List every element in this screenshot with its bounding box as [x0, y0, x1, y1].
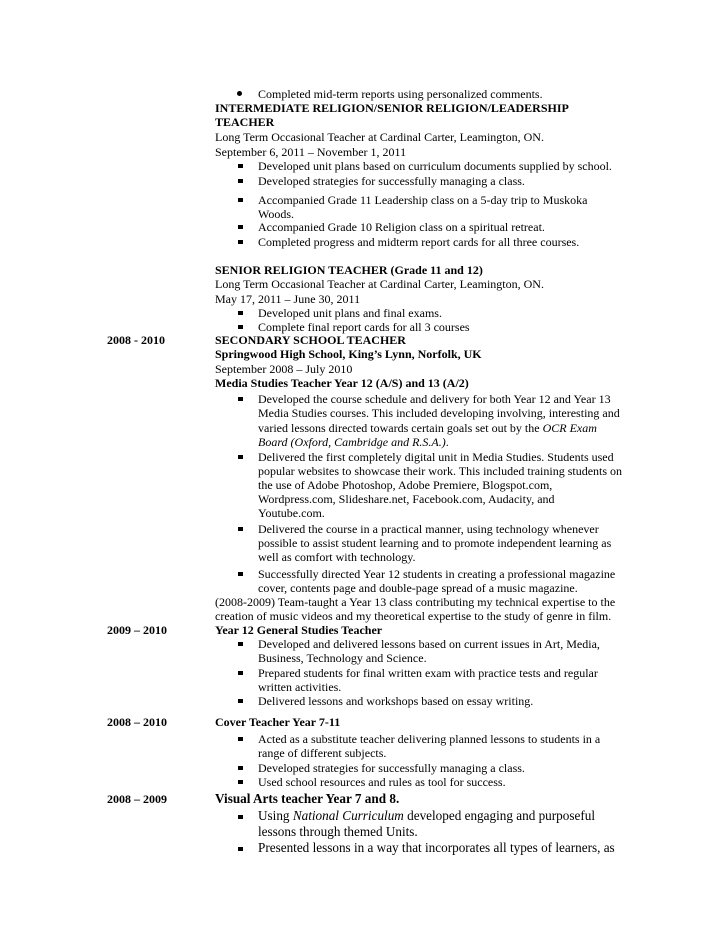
school-name: Springwood High School, King’s Lynn, Norfolk, UK: [215, 347, 482, 361]
bullet-text-continued: the use of Adobe Photoshop, Adobe Premiere, Blogspot.com,: [258, 478, 553, 492]
bullet-text: Developed unit plans and final exams.: [258, 306, 442, 320]
bullet-marker: [238, 666, 243, 680]
bullet-marker: [238, 320, 243, 334]
job-title: SENIOR RELIGION TEACHER (Grade 11 and 12): [215, 263, 483, 277]
bullet-text-continued: range of different subjects.: [258, 746, 387, 760]
bullet-text-continued: popular websites to showcase their work. This included training students on: [258, 464, 623, 478]
bullet-marker: [238, 306, 243, 320]
job-title: Visual Arts teacher Year 7 and 8.: [215, 791, 400, 806]
bullet-text: Accompanied Grade 10 Religion class on a spiritual retreat.: [258, 220, 545, 234]
bullet-text: Delivered the course in a practical manner, using technology whenever: [258, 522, 599, 536]
bullet-marker: [238, 810, 243, 824]
bullet-text-continued: Woods.: [258, 207, 295, 221]
bullet-text-continued: lessons through themed Units.: [258, 824, 418, 839]
bullet-text: Using National Curriculum developed engaging and purposeful: [258, 808, 595, 823]
bullet-text-continued: cover, contents page and double-page spread of a music magazine.: [258, 581, 578, 595]
job-title: SECONDARY SCHOOL TEACHER: [215, 333, 406, 347]
bullet-text-continued: varied lessons directed towards certain goals set out by the OCR Exam: [258, 421, 597, 435]
bullet-marker: [238, 522, 243, 536]
bullet-text-continued: well as comfort with technology.: [258, 550, 416, 564]
bullet-marker: [238, 567, 243, 581]
bullet-text: Accompanied Grade 11 Leadership class on a 5-day trip to Muskoka: [258, 193, 588, 207]
bullet-text: Complete final report cards for all 3 courses: [258, 320, 470, 334]
bullet-marker: [238, 174, 243, 188]
job-title: INTERMEDIATE RELIGION/SENIOR RELIGION/LEADERSHIP: [215, 101, 569, 115]
paragraph-line: creation of music videos and my theoretical expertise to the study of genre in film.: [215, 609, 612, 623]
bullet-text: Developed strategies for successfully managing a class.: [258, 761, 525, 775]
job-position: Long Term Occasional Teacher at Cardinal Carter, Leamington, ON.: [215, 277, 544, 291]
bullet-marker: [238, 235, 243, 249]
date-range: 2009 – 2010: [107, 623, 167, 637]
bullet-text: Developed strategies for successfully managing a class.: [258, 174, 525, 188]
date-range: 2008 - 2010: [107, 333, 165, 347]
bullet-marker: [238, 761, 243, 775]
bullet-text: Used school resources and rules as tool for success.: [258, 775, 506, 789]
job-position: Long Term Occasional Teacher at Cardinal Carter, Leamington, ON.: [215, 130, 544, 144]
bullet-marker: [238, 637, 243, 651]
bullet-text-continued: possible to assist student learning and to promote independent learning as: [258, 536, 612, 550]
bullet-text: Delivered the first completely digital unit in Media Studies. Students used: [258, 450, 614, 464]
bullet-text-continued: Wordpress.com, Slideshare.net, Facebook.com, Audacity, and: [258, 492, 555, 506]
date-range: 2008 – 2009: [107, 792, 167, 806]
bullet-text: Successfully directed Year 12 students in creating a professional magazine: [258, 567, 616, 581]
bullet-text: Developed and delivered lessons based on current issues in Art, Media,: [258, 637, 600, 651]
bullet-marker: [238, 842, 243, 856]
bullet-text-continued: Board (Oxford, Cambridge and R.S.A.).: [258, 435, 449, 449]
job-title: Cover Teacher Year 7-11: [215, 715, 341, 729]
bullet-marker: [238, 694, 243, 708]
job-subtitle: Media Studies Teacher Year 12 (A/S) and 13 (A/2): [215, 376, 469, 390]
bullet-text: Completed progress and midterm report cards for all three courses.: [258, 235, 580, 249]
bullet-marker: [238, 450, 243, 464]
bullet-marker: [238, 732, 243, 746]
bullet-text: Developed the course schedule and delivery for both Year 12 and Year 13: [258, 392, 611, 406]
bullet-text-continued: Youtube.com.: [258, 506, 325, 520]
paragraph-line: (2008-2009) Team-taught a Year 13 class contributing my technical expertise to the: [215, 595, 616, 609]
bullet-text-continued: written activities.: [258, 680, 342, 694]
job-dates: September 6, 2011 – November 1, 2011: [215, 145, 407, 159]
bullet-marker: [238, 392, 243, 406]
bullet-text: Delivered lessons and workshops based on essay writing.: [258, 694, 534, 708]
bullet-marker: [238, 193, 243, 207]
job-title: Year 12 General Studies Teacher: [215, 623, 383, 637]
bullet-text: Prepared students for final written exam with practice tests and regular: [258, 666, 598, 680]
bullet-text: Acted as a substitute teacher delivering planned lessons to students in a: [258, 732, 601, 746]
bullet-marker: [238, 220, 243, 234]
job-title-continued: TEACHER: [215, 115, 275, 129]
job-dates: May 17, 2011 – June 30, 2011: [215, 292, 361, 306]
bullet-text-continued: Business, Technology and Science.: [258, 651, 427, 665]
bullet-text: Developed unit plans based on curriculum documents supplied by school.: [258, 159, 612, 173]
bullet-marker: [237, 87, 242, 101]
job-dates: September 2008 – July 2010: [215, 362, 353, 376]
bullet-text: Completed mid-term reports using personalized comments.: [258, 87, 543, 101]
bullet-text-continued: Media Studies courses. This included developing involving, interesting and: [258, 406, 620, 420]
bullet-marker: [238, 775, 243, 789]
date-range: 2008 – 2010: [107, 715, 167, 729]
bullet-text: Presented lessons in a way that incorporates all types of learners, as: [258, 840, 615, 855]
bullet-marker: [238, 159, 243, 173]
